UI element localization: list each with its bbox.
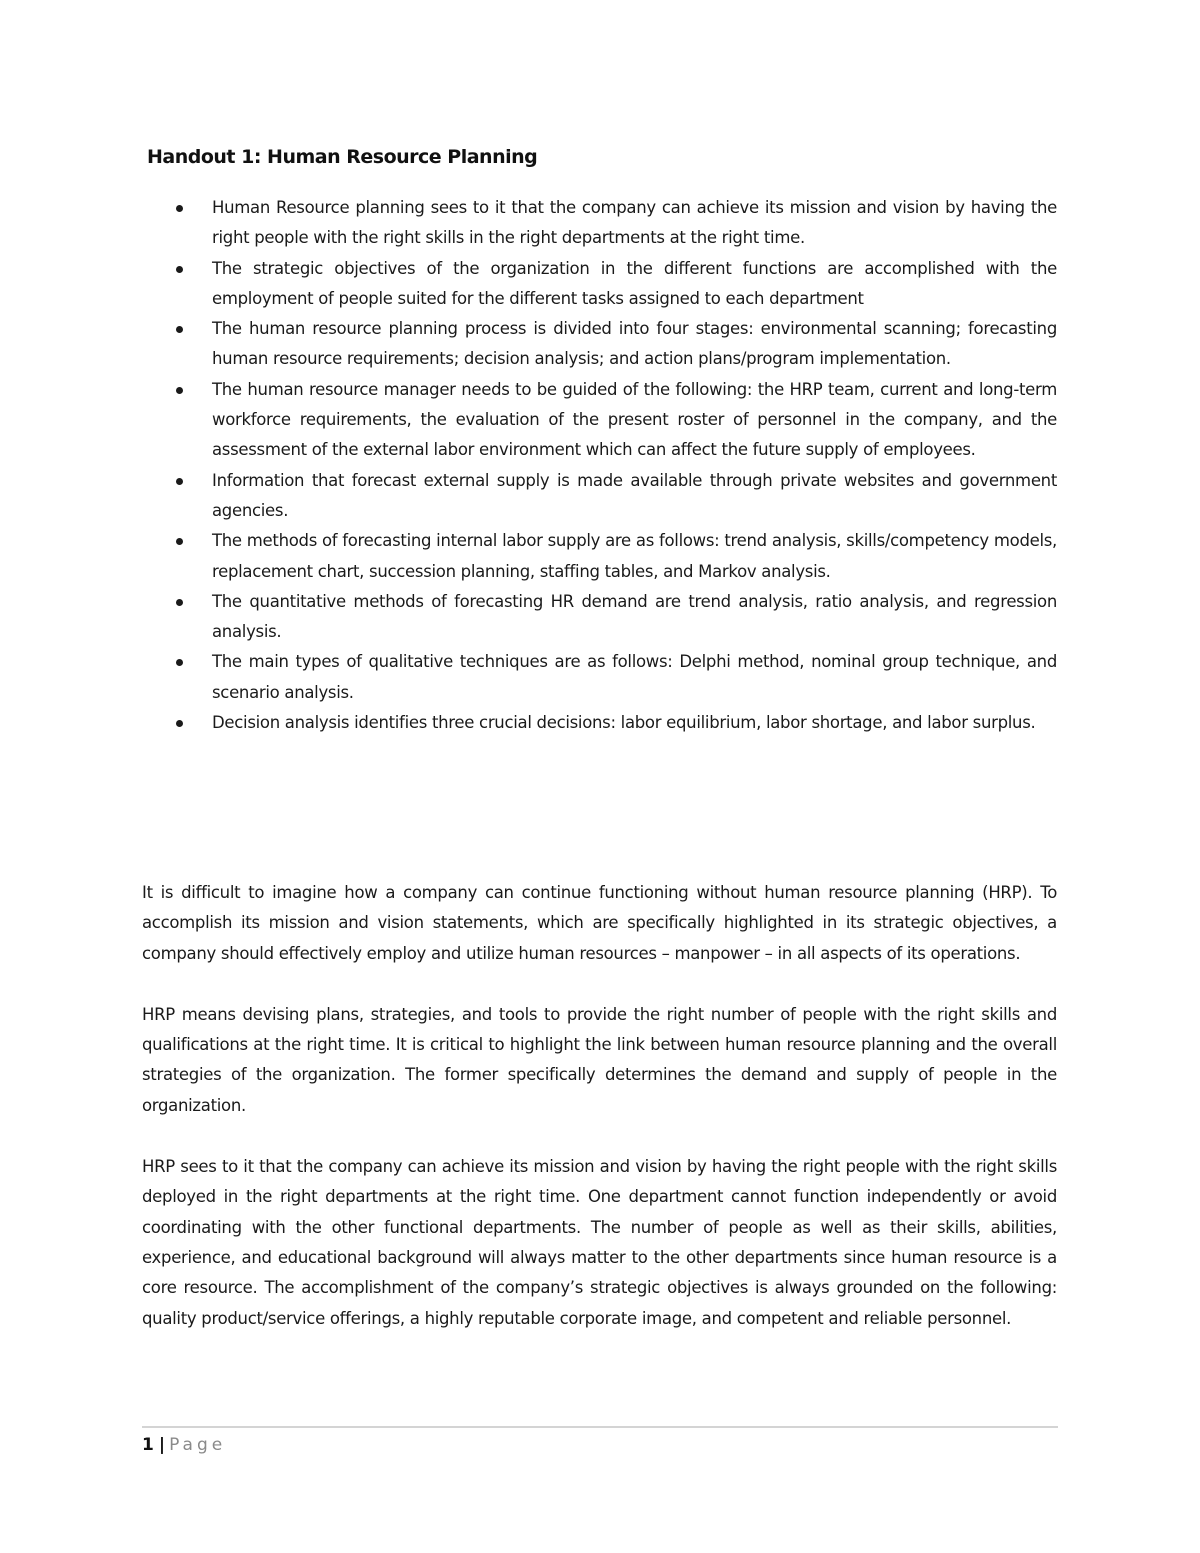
bullet-text: The methods of forecasting internal labor supply are as follows: trend analysis, skills/competency models, replacement chart, succession planning, staffing tables, and Markov analysis. — [212, 531, 1057, 581]
bullet-text: Human Resource planning sees to it that the company can achieve its mission and vision by having the right people with the right skills in the right departments at the right time. — [212, 198, 1057, 248]
body-text — [142, 878, 1057, 1365]
bullet-text: Information that forecast external supply is made available through private websites and government agencies. — [212, 470, 1057, 520]
bullet-icon — [176, 266, 183, 273]
bullet-text: The strategic objectives of the organization in the different functions are accomplished with the employment of people suited for the different tasks assigned to each department — [212, 258, 1057, 308]
page-footer — [142, 1432, 226, 1458]
body-paragraph: It is difficult to imagine how a company can continue functioning without human resource planning (HRP). To accomplish its mission and vision statements, which are specifically highlighted in its strategic objectives, a company should effectively employ and utilize human resources – manpower – in all aspects of its operations. — [142, 883, 1057, 963]
bullet-icon — [176, 659, 183, 666]
bullet-text: The quantitative methods of forecasting HR demand are trend analysis, ratio analysis, and regression analysis. — [212, 591, 1057, 642]
bullet-text: The human resource manager needs to be guided of the following: the HRP team, current and long-term workforce requirements, the evaluation of the present roster of personnel in the company, and the assessment of the external labor environment which can affect the future supply of employees. — [212, 379, 1057, 460]
page-label: Page — [169, 1435, 227, 1455]
footer-separator: | — [158, 1435, 166, 1455]
bullet-icon — [176, 538, 183, 545]
footer-divider — [142, 1426, 1058, 1428]
bullet-item — [212, 647, 1057, 708]
page-title: Handout 1: Human Resource Planning — [147, 146, 538, 168]
bullet-text: Decision analysis identifies three crucial decisions: labor equilibrium, labor shortage, and labor surplus. — [212, 713, 1036, 733]
summary-bullet-list — [212, 193, 1057, 738]
body-paragraph: HRP sees to it that the company can achieve its mission and vision by having the right people with the right skills deployed in the right departments at the right time. One department cannot function independently or avoid coordinating with the other functional departments. The number of people as well as their skills, abilities, experience, and educational background will always matter to the other departments since human resource is a core resource. The accomplishment of the company’s strategic objectives is always grounded on the following: quality product/service offerings, a highly reputable corporate image, and competent and reliable personnel. — [142, 1157, 1057, 1328]
bullet-item — [212, 254, 1057, 315]
bullet-icon — [176, 205, 183, 212]
bullet-text: The main types of qualitative techniques are as follows: Delphi method, nominal group technique, and scenario analysis. — [212, 652, 1057, 702]
bullet-item — [212, 526, 1057, 587]
bullet-item — [212, 193, 1057, 254]
bullet-icon — [176, 387, 183, 394]
bullet-icon — [176, 599, 183, 606]
bullet-icon — [176, 478, 183, 485]
bullet-item — [212, 466, 1057, 527]
bullet-item — [212, 314, 1057, 375]
bullet-item — [212, 587, 1057, 648]
bullet-item — [212, 375, 1057, 466]
bullet-icon — [176, 720, 183, 727]
bullet-icon — [176, 326, 183, 333]
bullet-item — [212, 708, 1057, 738]
bullet-text: The human resource planning process is divided into four stages: environmental scanning; forecasting human resource requirements; decision analysis; and action plans/program implementation. — [212, 319, 1057, 369]
body-paragraph: HRP means devising plans, strategies, and tools to provide the right number of people with the right skills and qualifications at the right time. It is critical to highlight the link between human resource planning and the overall strategies of the organization. The former specifically determines the demand and supply of people in the organization. — [142, 1004, 1057, 1115]
page-number: 1 — [142, 1435, 154, 1455]
